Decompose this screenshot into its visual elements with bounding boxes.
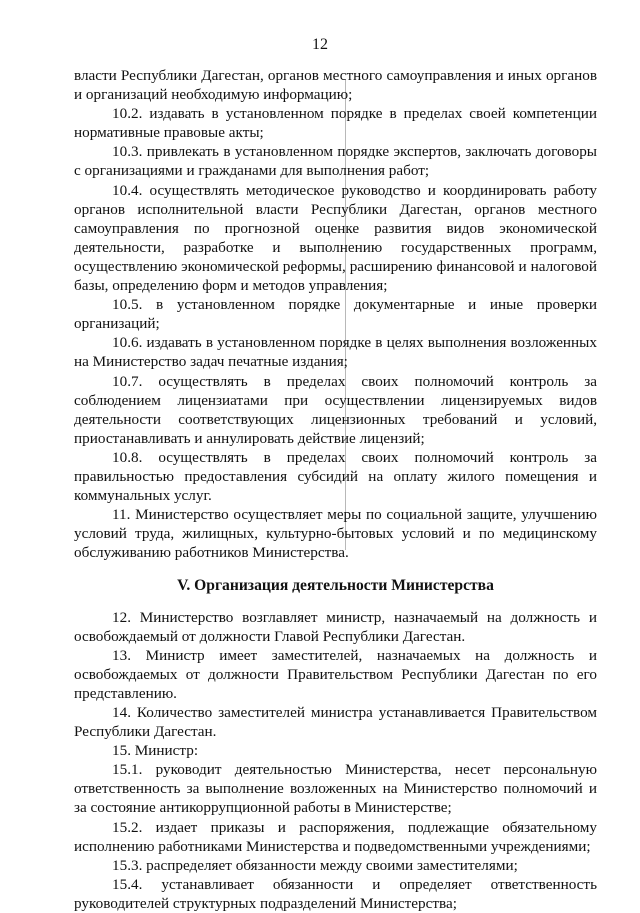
document-body [74,66,597,913]
paragraph-15: 15. Министр: [112,742,199,760]
paragraph-10-8: 10.8. осуществлять в пределах своих полномочий контроль за правильностью предоставления субсидий на оплату жилого помещения и коммунальных услуг. [74,448,597,505]
paragraph-15-3: 15.3. распределяет обязанности между своими заместителями; [112,856,518,874]
paragraph-15-2: 15.2. издает приказы и распоряжения, подлежащие обязательному исполнению работниками Министерства и подведомственными учреждениями; [74,818,597,855]
paragraph-continuation: власти Республики Дагестан, органов местного самоуправления и иных органов и организаций необходимую информацию; [74,67,597,104]
paragraph-10-6: 10.6. издавать в установленном порядке в целях выполнения возложенных на Министерство задач печатные издания; [74,334,597,371]
section-title: V. Организация деятельности Министерства [177,577,494,595]
paragraph-11: 11. Министерство осуществляет меры по социальной защите, улучшению условий труда, жилищных, культурно-бытовых условий и по медицинскому обслуживанию работников Министерства. [74,506,597,562]
paragraph-15-1: 15.1. руководит деятельностью Министерства, несет персональную ответственность за выполнение возложенных на Министерство полномочий и за состояние антикоррупционной работы в Министерстве; [74,761,597,817]
paragraph-15-4: 15.4. устанавливает обязанности и определяет ответственность руководителей структурных подразделений Министерства; [74,875,597,912]
paragraph-10-5: 10.5. в установленном порядке документарные и иные проверки организаций; [74,296,597,333]
paragraph-10-4: 10.4. осуществлять методическое руководство и координировать работу органов исполнительной власти Республики Дагестан, органов местного самоуправления по прогнозной оценке развития видов экономической деятельности, разработке и выполнению государственных программ, осуществлению экономической реформы, расширению финансовой и налоговой базы, определению форм и методов управления; [74,181,597,295]
paragraph-12: 12. Министерство возглавляет министр, назначаемый на должность и освобождаемый от должности Главой Республики Дагестан. [74,608,597,645]
paragraph-14: 14. Количество заместителей министра устанавливается Правительством Республики Дагестан. [74,704,597,741]
page-number: 12 [312,36,328,53]
paragraph-10-2: 10.2. издавать в установленном порядке в пределах своей компетенции нормативные правовые акты; [74,105,597,142]
paragraph-13: 13. Министр имеет заместителей, назначаемых на должность и освобождаемых от должности Правительством Республики Дагестан по его представлению. [74,646,597,702]
paragraph-10-7: 10.7. осуществлять в пределах своих полномочий контроль за соблюдением лицензиатами при осуществлении лицензируемых видов деятельности соответствующих лицензионных требований и условий, приостанавливать и аннулировать действие лицензий; [74,372,597,447]
paragraph-10-3: 10.3. привлекать в установленном порядке экспертов, заключать договоры с организациями и гражданами для выполнения работ; [74,143,597,180]
